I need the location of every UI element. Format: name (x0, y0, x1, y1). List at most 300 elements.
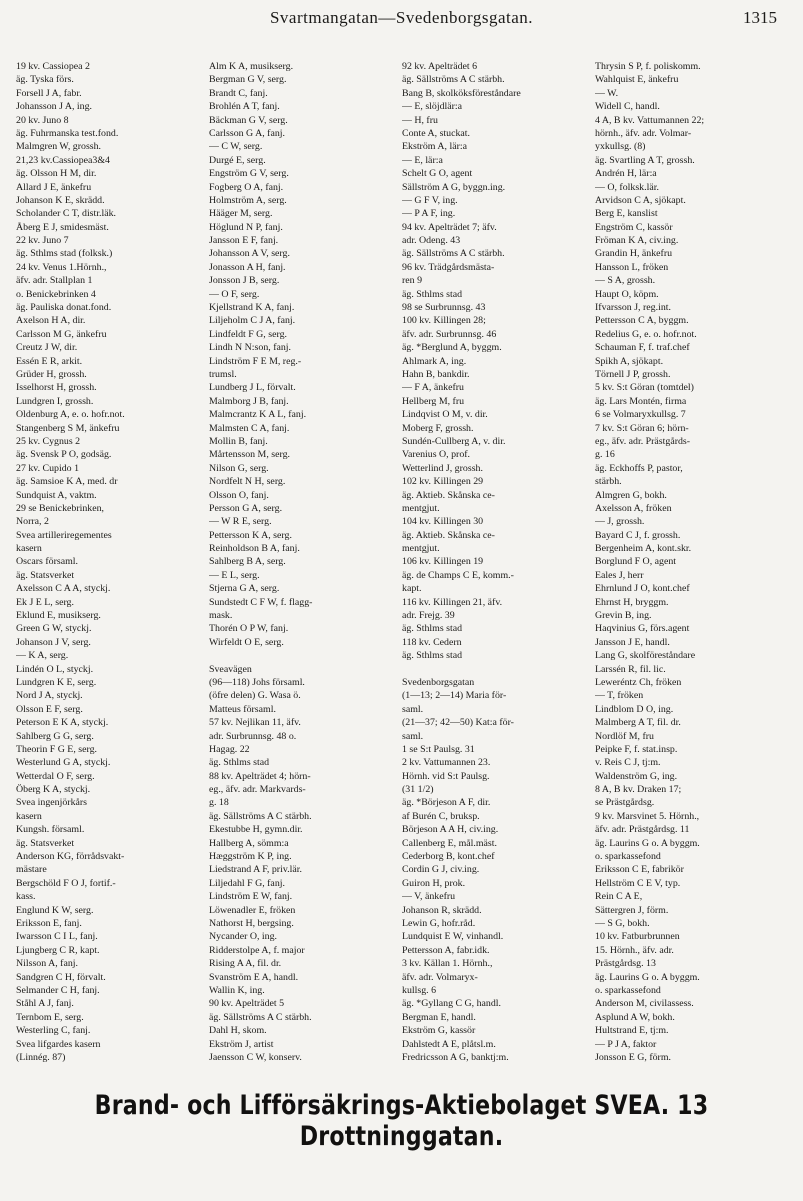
directory-line: Wetterlind J, grossh. (402, 462, 483, 474)
directory-line: hörnh., äfv. adr. Volmar- (595, 127, 692, 139)
directory-line: Westerling C, fanj. (16, 1025, 91, 1037)
directory-line: Lindblom D O, ing. (595, 703, 674, 715)
directory-line: äfv. adr. Stallplan 1 (16, 275, 93, 287)
directory-line: Grandin H, änkefru (595, 248, 673, 260)
column-2 (209, 60, 400, 1063)
directory-line: Börjeson A A H, civ.ing. (402, 824, 499, 836)
directory-line: Oldenburg A, e. o. hofr.not. (16, 409, 125, 421)
directory-line: Ekestubbe H, gymn.dir. (209, 824, 303, 836)
directory-line: Alm K A, musikserg. (209, 61, 294, 72)
directory-line: trumsl. (209, 368, 237, 380)
directory-line: Stjerna G A, serg. (209, 583, 280, 595)
directory-line: Lundgren I, grossh. (16, 395, 94, 407)
directory-line: Grüder H, grossh. (16, 368, 87, 380)
directory-line: — E, lär:a (402, 154, 443, 166)
directory-line: Callenberg E, mål.mäst. (402, 837, 497, 849)
directory-line: mask. (209, 610, 233, 622)
directory-line: Pettersson C A, byggm. (595, 315, 689, 327)
directory-line: (1—13; 2—14) Maria för- (402, 690, 507, 702)
directory-line: Carlsson M G, änkefru (16, 328, 107, 340)
directory-line: Hörnh. vid S:t Paulsg. (402, 770, 490, 782)
directory-line: Lindfeldt F G, serg. (209, 328, 287, 340)
directory-line: Norra, 2 (16, 516, 49, 528)
directory-line: Bang B, skolköksföreståndare (402, 87, 521, 99)
directory-line: — E L, serg. (209, 569, 260, 581)
directory-line: Schelt G O, agent (402, 168, 473, 180)
directory-line: Axelsson C A A, styckj. (16, 583, 111, 595)
column-3 (402, 60, 593, 1063)
directory-line: äg. Samsioe K A, med. dr (16, 476, 118, 488)
directory-line: Nilsson A, fanj. (16, 958, 78, 970)
directory-line: äg. Sthlms stad (402, 650, 463, 662)
directory-line: ren 9 (402, 275, 423, 287)
directory-line: Svedenborgsgatan (402, 676, 475, 688)
directory-line: 98 se Surbrunnsg. 43 (402, 302, 486, 314)
directory-line: 21,23 kv.Cassiopea3&4 (16, 154, 110, 166)
directory-line: äg. Olsson H M, dir. (16, 168, 97, 180)
directory-line: (öfre delen) G. Wasa ö. (209, 690, 301, 702)
directory-line: Jonsson J B, serg. (209, 275, 280, 287)
directory-line: af Burén C, bruksp. (402, 810, 480, 822)
directory-line: Olsson O, fanj. (209, 489, 269, 501)
directory-line: 92 kv. Apelträdet 6 (402, 61, 478, 72)
directory-line: äg. Statsverket (16, 569, 75, 581)
directory-line: äg. Pauliska donat.fond. (16, 302, 112, 314)
directory-line: Arvidson C A, sjökapt. (595, 194, 686, 206)
directory-line: 22 kv. Juno 7 (16, 235, 69, 247)
directory-line: Mårtensson M, serg. (209, 449, 291, 461)
directory-line: äg. Sällströms A C stärbh. (402, 248, 505, 260)
footer-advertisement: Brand- och Lifförsäkrings-Aktiebolaget SVEA. 13 Drottninggatan. (94, 1090, 709, 1152)
directory-line: Green G W, styckj. (16, 623, 92, 635)
directory-line: Scholander C T, distr.läk. (16, 208, 117, 220)
directory-line: Essén E R, arkit. (16, 355, 83, 367)
directory-line: Lundberg J L, förvalt. (209, 382, 296, 394)
directory-line: Persson G A, serg. (209, 502, 283, 514)
directory-line: 118 kv. Cedern (402, 636, 462, 648)
directory-line: 1 se S:t Paulsg. 31 (402, 743, 475, 755)
directory-line: äg. de Champs C E, komm.- (402, 569, 514, 581)
directory-line: Liljeholm C J A, fanj. (209, 315, 296, 327)
directory-line: Wahlquist E, änkefru (595, 74, 679, 86)
directory-line: 106 kv. Killingen 19 (402, 556, 484, 568)
directory-line: 100 kv. Killingen 28; (402, 315, 486, 327)
directory-line: Borglund F O, agent (595, 556, 677, 568)
directory-line: Mollin B, fanj. (209, 435, 268, 447)
directory-line: Johansson A V, serg. (209, 248, 290, 260)
directory-line: 29 se Benickebrinken, (16, 502, 105, 514)
directory-line: 25 kv. Cygnus 2 (16, 435, 81, 447)
directory-line: 24 kv. Venus 1.Hörnh., (16, 261, 107, 273)
directory-line: Schauman F, f. traf.chef (595, 342, 690, 354)
directory-line: adr. Odeng. 43 (402, 235, 461, 247)
directory-line: Ifvarsson J, reg.int. (595, 302, 671, 314)
directory-line: Jonsson E G, förm. (595, 1051, 671, 1063)
directory-line: Sättergren J, förm. (595, 904, 669, 916)
directory-line: Widell C, handl. (595, 101, 660, 113)
directory-line: Carlsson G A, fanj. (209, 127, 285, 139)
directory-line: Waldenström G, ing. (595, 770, 678, 782)
directory-line: Anderson KG, förrådsvakt- (16, 851, 125, 863)
directory-line: — P A F, ing. (402, 208, 456, 220)
directory-line: Törnell J P, grossh. (595, 368, 671, 380)
directory-line: äg. Svartling A T, grossh. (595, 154, 695, 166)
directory-line: Hahn B, bankdir. (402, 368, 470, 380)
directory-line: Lindén O L, styckj. (16, 663, 94, 675)
directory-line: Malmgren W, grossh. (16, 141, 102, 153)
page-number: 1315 (743, 8, 777, 27)
directory-line: adr. Frejg. 39 (402, 610, 455, 622)
directory-line: Malmcrantz K A L, fanj. (209, 409, 307, 421)
directory-line: Eriksson E, fanj. (16, 918, 82, 929)
directory-line: Åberg E J, smidesmäst. (16, 221, 109, 233)
directory-line: Sveavägen (209, 663, 252, 675)
directory-line: Hallberg A, sömm:a (209, 837, 289, 849)
directory-line: — S A, grossh. (595, 275, 656, 287)
directory-line: — J, grossh. (595, 516, 645, 528)
directory-line: äg. Laurins G o. A byggm. (595, 837, 700, 849)
directory-line: Berg E, kanslist (595, 208, 658, 220)
directory-line: Iwarsson C I L, fanj. (16, 931, 98, 943)
directory-line: Sundstedt C F W, f. flagg- (209, 596, 313, 608)
directory-line: Kjellstrand K A, fanj. (209, 302, 295, 314)
directory-line: Jaensson C W, konserv. (209, 1051, 302, 1063)
directory-line: Malmsten C A, fanj. (209, 422, 290, 434)
directory-line: Ljungberg C R, kapt. (16, 944, 100, 956)
directory-line: Jonasson A H, fanj. (209, 261, 286, 273)
directory-line: 19 kv. Cassiopea 2 (16, 61, 90, 72)
directory-line: Matteus församl. (209, 703, 276, 715)
directory-line: äg. *Berglund A, byggm. (402, 342, 502, 354)
directory-line: Svea lifgardes kasern (16, 1038, 101, 1050)
directory-line: 94 kv. Apelträdet 7; äfv. (402, 221, 497, 233)
directory-line: Englund K W, serg. (16, 904, 94, 916)
directory-line: äg. Sthlms stad (folksk.) (16, 248, 113, 260)
directory-line: Theorin F G E, serg. (16, 743, 98, 755)
directory-line: Durgé E, serg. (209, 154, 266, 166)
directory-line: 90 kv. Apelträdet 5 (209, 998, 285, 1010)
directory-line: Holmström A, serg. (209, 194, 287, 206)
directory-line: Grevin B, ing. (595, 610, 652, 622)
directory-line: eg., äfv. adr. Markvards- (209, 784, 306, 796)
directory-line: — K A, serg. (16, 650, 69, 662)
directory-line: 2 kv. Vattumannen 23. (402, 757, 491, 769)
directory-line: Nilson G, serg. (209, 462, 269, 474)
directory-line: Cordin G J, civ.ing. (402, 864, 480, 876)
directory-line: Pettersson K A, serg. (209, 529, 292, 541)
directory-line: (Linnég. 87) (16, 1051, 66, 1063)
directory-line: Peipke F, f. stat.insp. (595, 743, 678, 755)
directory-line: 7 kv. S:t Göran 6; hörn- (595, 422, 689, 434)
directory-line: Fogberg O A, fanj. (209, 181, 284, 193)
directory-line: Kungsh. församl. (16, 824, 85, 836)
directory-line: 5 kv. S:t Göran (tomtdel) (595, 382, 694, 394)
directory-line: Asplund A W, bokh. (595, 1011, 675, 1023)
directory-line: Engström G V, serg. (209, 168, 289, 180)
directory-line: yxkullsg. (8) (595, 141, 646, 153)
directory-line: äg. Statsverket (16, 837, 75, 849)
directory-line: Haqvinius G, förs.agent (595, 623, 690, 635)
directory-line: kass. (16, 891, 36, 903)
directory-line: Öberg K A, styckj. (16, 784, 91, 796)
directory-line: 6 se Volmaryxkullsg. 7 (595, 409, 686, 421)
directory-line: Almgren G, bokh. (595, 489, 667, 501)
running-title: Svartmangatan—Svedenborgsgatan. (269, 8, 534, 27)
directory-line: 102 kv. Killingen 29 (402, 476, 484, 488)
directory-line: Ehrnst H, bryggm. (595, 596, 669, 608)
directory-line: äg. Sthlms stad (209, 757, 270, 769)
directory-line: Hellström C E V, typ. (595, 877, 681, 889)
directory-line: 9 kv. Marsvinet 5. Hörnh., (595, 810, 700, 822)
directory-line: Wetterdal O F, serg. (16, 770, 95, 782)
directory-line: stärbh. (595, 476, 622, 488)
directory-line: — T, fröken (595, 690, 644, 702)
directory-line: Sahlberg G G, serg. (16, 730, 94, 742)
directory-line: Hultstrand E, tj:m. (595, 1025, 669, 1037)
directory-line: Redelius G, e. o. hofr.not. (595, 328, 697, 340)
directory-line: adr. Surbrunnsg. 48 o. (209, 730, 297, 742)
directory-line: Lindström E W, fanj. (209, 891, 293, 903)
directory-line: Isselhorst H, grossh. (16, 382, 97, 394)
directory-line: Sundquist A, vaktm. (16, 489, 97, 501)
directory-line: Sahlberg B A, serg. (209, 556, 286, 568)
directory-line: äg. Sällströms A C stärbh. (209, 1011, 312, 1023)
directory-line: Varenius O, prof. (402, 449, 471, 461)
directory-columns (16, 60, 786, 1063)
directory-line: — F A, änkefru (402, 382, 464, 394)
directory-line: o. sparkassefond (595, 851, 661, 863)
directory-line: 88 kv. Apelträdet 4; hörn- (209, 770, 311, 782)
directory-line: — O F, serg. (209, 288, 260, 300)
directory-line: kasern (16, 810, 42, 822)
directory-line: Pettersson A, fabr.idk. (402, 944, 490, 956)
directory-line: Bäckman G V, serg. (209, 114, 288, 126)
directory-line: g. 16 (595, 449, 615, 461)
directory-line: Johansson J A, ing. (16, 101, 92, 113)
directory-line: (21—37; 42—50) Kat:a för- (402, 717, 514, 729)
directory-line: — V, änkefru (402, 891, 456, 903)
column-4 (595, 60, 786, 1063)
directory-line: 57 kv. Nejlikan 11, äfv. (209, 717, 301, 729)
directory-line: Bergman E, handl. (402, 1011, 476, 1023)
directory-line: eg., äfv. adr. Prästgårds- (595, 435, 691, 447)
directory-line: Lang G, skolföreståndare (595, 650, 696, 662)
directory-line: Ahlmark A, ing. (402, 355, 467, 367)
directory-line: Svea artilleriregementes (16, 529, 112, 541)
directory-line: mentgjut. (402, 502, 440, 514)
directory-line: äg. Sthlms stad (402, 623, 463, 635)
directory-line: v. Reis C J, tj:m. (595, 757, 661, 769)
directory-line: saml. (402, 703, 424, 715)
directory-line: kullsg. 6 (402, 984, 437, 996)
directory-line: Engström C, kassör (595, 221, 673, 233)
directory-line: Selmander C H, fanj. (16, 984, 100, 996)
directory-line: Bergman G V, serg. (209, 74, 287, 86)
directory-line: 20 kv. Juno 8 (16, 114, 69, 126)
directory-line: Westerlund G A, styckj. (16, 757, 111, 769)
directory-line: 96 kv. Trädgårdsmästa- (402, 261, 495, 273)
directory-line: Sandgren C H, förvalt. (16, 971, 106, 983)
directory-line: Wallin K, ing. (209, 984, 265, 996)
directory-line: Nordlöf M, fru (595, 730, 654, 742)
directory-line: — W R E, serg. (209, 516, 272, 528)
directory-line: Ek J E L, serg. (16, 596, 74, 608)
directory-line: Eriksson C E, fabrikör (595, 864, 684, 876)
directory-line: äg. *Gyllang C G, handl. (402, 998, 502, 1010)
directory-line: Ehrnlund J O, kont.chef (595, 583, 690, 595)
directory-line: Haupt O, köpm. (595, 288, 659, 300)
directory-line: Spikh A, sjökapt. (595, 355, 664, 367)
directory-line: mentgjut. (402, 543, 440, 555)
directory-line: Brohlén A T, fanj. (209, 101, 280, 113)
directory-line: äg. Aktieb. Skånska ce- (402, 489, 495, 501)
directory-line: Eales J, herr (595, 569, 644, 581)
directory-line: Nathorst H, bergsing. (209, 918, 294, 929)
directory-line: Lewin G, hofr.råd. (402, 918, 476, 929)
directory-line: g. 18 (209, 797, 229, 809)
directory-line: Conte A, stuckat. (402, 127, 471, 139)
directory-line: äg. Eckhoffs P, pastor, (595, 462, 683, 474)
directory-line: 116 kv. Killingen 21, äfv. (402, 596, 503, 608)
directory-line: 10 kv. Fatburbrunnen (595, 931, 680, 943)
directory-line: o. Benickebrinken 4 (16, 288, 96, 300)
directory-line: Allard J E, änkefru (16, 181, 92, 193)
directory-line: Lindqvist O M, v. dir. (402, 409, 488, 421)
directory-line: 4 A, B kv. Vattumannen 22; (595, 114, 705, 126)
directory-line: Höglund N P, fanj. (209, 221, 283, 233)
directory-line: — C W, serg. (209, 141, 263, 153)
directory-line: Ekström A, lär:a (402, 141, 467, 153)
directory-line: Rein C A E, (595, 891, 643, 903)
directory-line: Bergenheim A, kont.skr. (595, 543, 692, 555)
directory-line: Malmberg A T, fil. dr. (595, 717, 681, 729)
directory-line: Axelsson A, fröken (595, 502, 672, 514)
directory-line: 8 A, B kv. Draken 17; (595, 784, 682, 796)
directory-line: äfv. adr. Volmaryx- (402, 971, 478, 983)
directory-line: saml. (402, 730, 424, 742)
directory-line: äg. Sällströms A C stärbh. (402, 74, 505, 86)
directory-line: Rising A A, fil. dr. (209, 958, 282, 970)
directory-line: Jansson J E, handl. (595, 636, 670, 648)
directory-line: Svea ingenjörkårs (16, 797, 88, 809)
directory-line: Svanström E A, handl. (209, 971, 299, 983)
directory-line: äg. Lars Montén, firma (595, 395, 687, 407)
directory-line: Lindström F E M, reg.- (209, 355, 302, 367)
directory-line: äg. Sthlms stad (402, 288, 463, 300)
directory-line: Lundgren K E, serg. (16, 676, 97, 688)
directory-line (402, 663, 593, 676)
directory-line: 104 kv. Killingen 30 (402, 516, 484, 528)
directory-line: Olsson E F, serg. (16, 703, 83, 715)
directory-line: Bayard C J, f. grossh. (595, 529, 681, 541)
directory-line: äg. Laurins G o. A byggm. (595, 971, 700, 983)
directory-line: äfv. adr. Surbrunnsg. 46 (402, 328, 497, 340)
directory-line: 3 kv. Källan 1. Hörnh., (402, 958, 493, 970)
directory-line: Dahlstedt A E, plåtsl.m. (402, 1038, 496, 1050)
directory-line: (96—118) Johs församl. (209, 676, 305, 688)
directory-line: Bergschöld F O J, fortif.- (16, 877, 116, 889)
directory-line: Nordfelt N H, serg. (209, 476, 286, 488)
directory-line: Jansson E F, fanj. (209, 235, 279, 247)
directory-line: Ekström G, kassör (402, 1025, 476, 1037)
directory-line: Liedstrand A F, priv.lär. (209, 864, 302, 876)
directory-line: Nord J A, styckj. (16, 690, 83, 702)
directory-line: Cederborg B, kont.chef (402, 851, 495, 863)
directory-line: Johanson J V, serg. (16, 636, 91, 648)
directory-line: Wirfeldt O E, serg. (209, 636, 284, 648)
directory-line: Creutz J W, dir. (16, 342, 78, 354)
directory-line: Ternbom E, serg. (16, 1011, 84, 1023)
directory-line: Oscars församl. (16, 556, 78, 568)
directory-line: Leweréntz Ch, fröken (595, 676, 682, 688)
directory-line (209, 649, 400, 662)
directory-line: Johanson K E, skrädd. (16, 194, 105, 206)
directory-line: Fredricsson A G, banktj:m. (402, 1051, 509, 1063)
directory-line: Axelson H A, dir. (16, 315, 86, 327)
directory-line: mästare (16, 864, 47, 876)
directory-line: 15. Hörnh., äfv. adr. (595, 944, 674, 956)
directory-line: Eklund E, musikserg. (16, 610, 101, 622)
directory-line: Brandt C, fanj. (209, 87, 268, 99)
directory-line: Reinholdson B A, fanj. (209, 543, 300, 555)
directory-line: Hellberg M, fru (402, 395, 465, 407)
directory-line: Lindh N N:son, fanj. (209, 342, 292, 354)
directory-line: äg. Aktieb. Skånska ce- (402, 529, 495, 541)
directory-line: Forsell J A, fabr. (16, 87, 82, 99)
directory-line: Hansson L, fröken (595, 261, 669, 273)
directory-line: äg. *Börjeson A F, dir. (402, 797, 491, 809)
directory-line: Thrysin S P, f. poliskomm. (595, 61, 701, 72)
directory-line: 27 kv. Cupido 1 (16, 462, 80, 474)
directory-line: Hääger M, serg. (209, 208, 273, 220)
directory-line: Ridderstolpe A, f. major (209, 944, 305, 956)
directory-line: Ståhl A J, fanj. (16, 998, 74, 1010)
directory-line: Guiron H, prok. (402, 877, 466, 889)
directory-line: — E, slöjdlär:a (402, 101, 463, 113)
directory-line: (31 1/2) (402, 784, 434, 796)
directory-line: — W. (595, 87, 619, 99)
directory-line: — O, folksk.lär. (595, 181, 659, 193)
directory-line: Dahl H, skom. (209, 1025, 267, 1037)
directory-line: kapt. (402, 583, 422, 595)
directory-line: äg. Svensk P O, godsäg. (16, 449, 112, 461)
directory-line: o. sparkassefond (595, 984, 661, 996)
directory-line: äfv. adr. Prästgårdsg. 11 (595, 824, 690, 836)
column-1 (16, 60, 207, 1063)
directory-line: — P J A, faktor (595, 1038, 657, 1050)
directory-line: Lundquist E W, vinhandl. (402, 931, 504, 943)
directory-line: Anderson M, civilassess. (595, 998, 694, 1010)
directory-line: Nycander O, ing. (209, 931, 278, 943)
directory-line: se Prästgårdsg. (595, 797, 655, 809)
directory-line: Johanson R, skrädd. (402, 904, 482, 916)
directory-line: kasern (16, 543, 42, 555)
directory-line: Hagag. 22 (209, 743, 250, 755)
directory-line: — S G, bokh. (595, 918, 650, 929)
directory-line: Larssén R, fil. lic. (595, 663, 666, 675)
directory-line: Hæggström K P, ing. (209, 851, 292, 863)
directory-line: Andrén H, lär:a (595, 168, 657, 180)
page-header (12, 8, 791, 48)
directory-line: äg. Tyska förs. (16, 74, 74, 86)
directory-line: Ekström J, artist (209, 1038, 274, 1050)
directory-line: Thorén O P W, fanj. (209, 623, 289, 635)
directory-line: Sällström A G, byggn.ing. (402, 181, 506, 193)
directory-line: Löwenadler E, fröken (209, 904, 296, 916)
directory-line: Stangenberg S M, änkefru (16, 422, 120, 434)
directory-line: Moberg F, grossh. (402, 422, 474, 434)
directory-line: — G F V, ing. (402, 194, 458, 206)
